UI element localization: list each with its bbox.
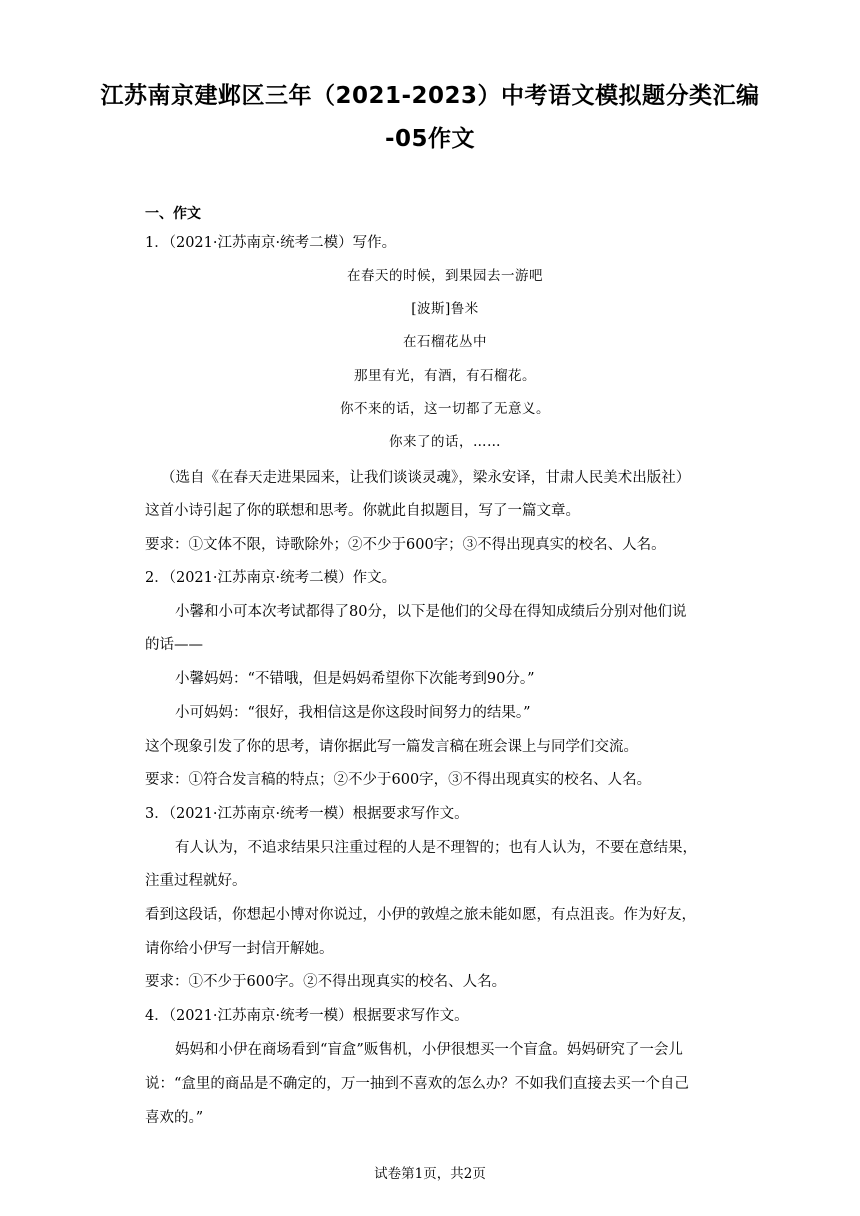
document-title-line-1: 江苏南京建邺区三年（2021-2023）中考语文模拟题分类汇编	[100, 83, 760, 109]
page-footer: 试卷第1页，共2页	[374, 1166, 486, 1182]
question-3-prompt: 看到这段话，你想起小博对你说过，小伊的敦煌之旅未能如愿，有点沮丧。作为好友，	[145, 907, 696, 923]
question-2-quote: 小可妈妈：“很好，我相信这是你这段时间努力的结果。”	[175, 705, 531, 721]
question-4-material: 妈妈和小伊在商场看到“盲盒”贩售机，小伊很想买一个盲盒。妈妈研究了一会儿	[175, 1042, 683, 1058]
poem-line: 在石榴花丛中	[403, 334, 487, 350]
poem-line: 那里有光，有酒，有石榴花。	[354, 368, 536, 384]
question-2-material: 的话——	[145, 637, 203, 653]
question-4-material: 说：“盒里的商品是不确定的，万一抽到不喜欢的怎么办？不如我们直接去买一个自己	[145, 1076, 689, 1092]
question-2-quote: 小馨妈妈：“不错哦，但是妈妈希望你下次能考到90分。”	[175, 671, 535, 687]
poem-line: 你来了的话，……	[389, 434, 501, 450]
poem-author: [波斯]鲁米	[411, 301, 479, 317]
document-title-line-2: -05作文	[384, 126, 476, 152]
poem-title: 在春天的时候，到果园去一游吧	[347, 268, 543, 284]
question-3-material: 注重过程就好。	[145, 873, 247, 889]
question-2-prompt: 这个现象引发了你的思考，请你据此写一篇发言稿在班会课上与同学们交流。	[145, 739, 638, 755]
poem-source: （选自《在春天走进果园来，让我们谈谈灵魂》，梁永安译，甘肃人民美术出版社）	[161, 470, 691, 486]
question-3-prompt: 请你给小伊写一封信开解她。	[145, 941, 334, 957]
section-heading: 一、作文	[145, 206, 201, 222]
question-3-requirement: 要求：①不少于600字。②不得出现真实的校名、人名。	[145, 974, 507, 990]
question-2-header: 2．（2021·江苏南京·统考二模）作文。	[145, 570, 397, 586]
question-1-prompt: 这首小诗引起了你的联想和思考。你就此自拟题目，写了一篇文章。	[145, 503, 580, 519]
question-3-header: 3．（2021·江苏南京·统考一模）根据要求写作文。	[145, 806, 469, 822]
question-1-requirement: 要求：①文体不限，诗歌除外；②不少于600字；③不得出现真实的校名、人名。	[145, 537, 666, 553]
question-1-header: 1．（2021·江苏南京·统考二模）写作。	[145, 235, 397, 251]
question-3-material: 有人认为，不追求结果只注重过程的人是不理智的；也有人认为，不要在意结果，	[175, 840, 697, 856]
question-2-material: 小馨和小可本次考试都得了80分，以下是他们的父母在得知成绩后分别对他们说	[175, 604, 687, 620]
question-4-material: 喜欢的。”	[145, 1110, 204, 1126]
question-2-requirement: 要求：①符合发言稿的特点；②不少于600字，③不得出现真实的校名、人名。	[145, 772, 652, 788]
poem-line: 你不来的话，这一切都了无意义。	[340, 401, 550, 417]
question-4-header: 4．（2021·江苏南京·统考一模）根据要求写作文。	[145, 1008, 469, 1024]
